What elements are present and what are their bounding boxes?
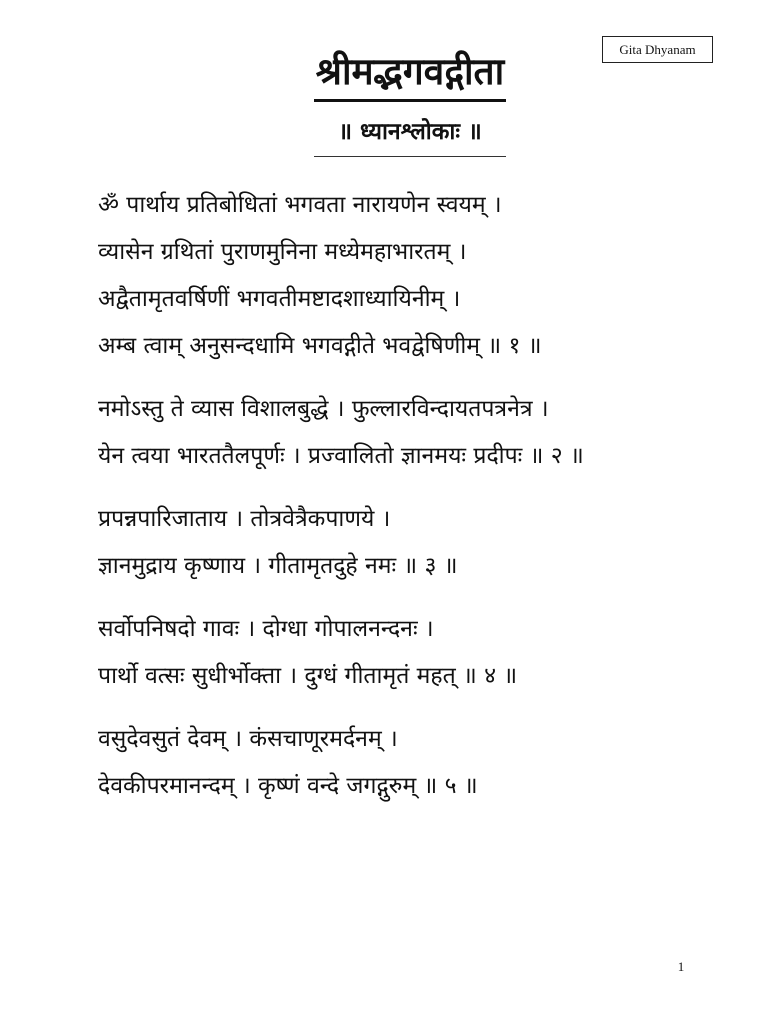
verse-line: सर्वोपनिषदो गावः । दोग्धा गोपालनन्दनः । <box>98 616 434 642</box>
verse-line: ॐ पार्थाय प्रतिबोधितां भगवता नारायणेन स्वयम् । <box>98 192 502 218</box>
subtitle-divider <box>314 156 506 157</box>
document-title: श्रीमद्भगवद्गीता <box>314 46 506 102</box>
verses-container <box>98 182 738 826</box>
verse-line: व्यासेन ग्रथितां पुराणमुनिना मध्येमहाभारतम् । <box>98 239 467 265</box>
verse-3 <box>98 496 738 590</box>
page-number: 1 <box>677 959 685 974</box>
verse-line: नमोऽस्तु ते व्यास विशालबुद्धे । फुल्लारविन्दायतपत्रनेत्र । <box>98 396 549 422</box>
verse-line: देवकीपरमानन्दम् । कृष्णं वन्दे जगद्गुरुम् ॥ ५ ॥ <box>98 773 478 799</box>
verse-line: येन त्वया भारततैलपूर्णः । प्रज्वालितो ज्ञानमयः प्रदीपः ॥ २ ॥ <box>98 443 584 469</box>
verse-line: पार्थो वत्सः सुधीर्भोक्ता । दुग्धं गीतामृतं महत् ॥ ४ ॥ <box>98 663 518 689</box>
verse-4 <box>98 606 738 700</box>
section-subtitle: ॥ ध्यानश्लोकाः ॥ <box>338 119 482 145</box>
verse-line: अम्ब त्वाम् अनुसन्दधामि भगवद्गीते भवद्वेषिणीम् ॥ १ ॥ <box>98 333 542 359</box>
verse-line: वसुदेवसुतं देवम् । कंसचाणूरमर्दनम् । <box>98 726 398 752</box>
verse-1 <box>98 182 738 370</box>
verse-line: प्रपन्नपारिजाताय । तोत्रवेत्रैकपाणये । <box>98 506 391 532</box>
verse-line: ज्ञानमुद्राय कृष्णाय । गीतामृतदुहे नमः ॥ ३ ॥ <box>98 553 458 579</box>
verse-5 <box>98 716 738 810</box>
document-title-wrap <box>0 46 768 102</box>
document-tag: Gita Dhyanam <box>602 36 713 63</box>
verse-line: अद्वैतामृतवर्षिणीं भगवतीमष्टादशाध्यायिनीम् । <box>98 286 461 312</box>
verse-2 <box>98 386 738 480</box>
